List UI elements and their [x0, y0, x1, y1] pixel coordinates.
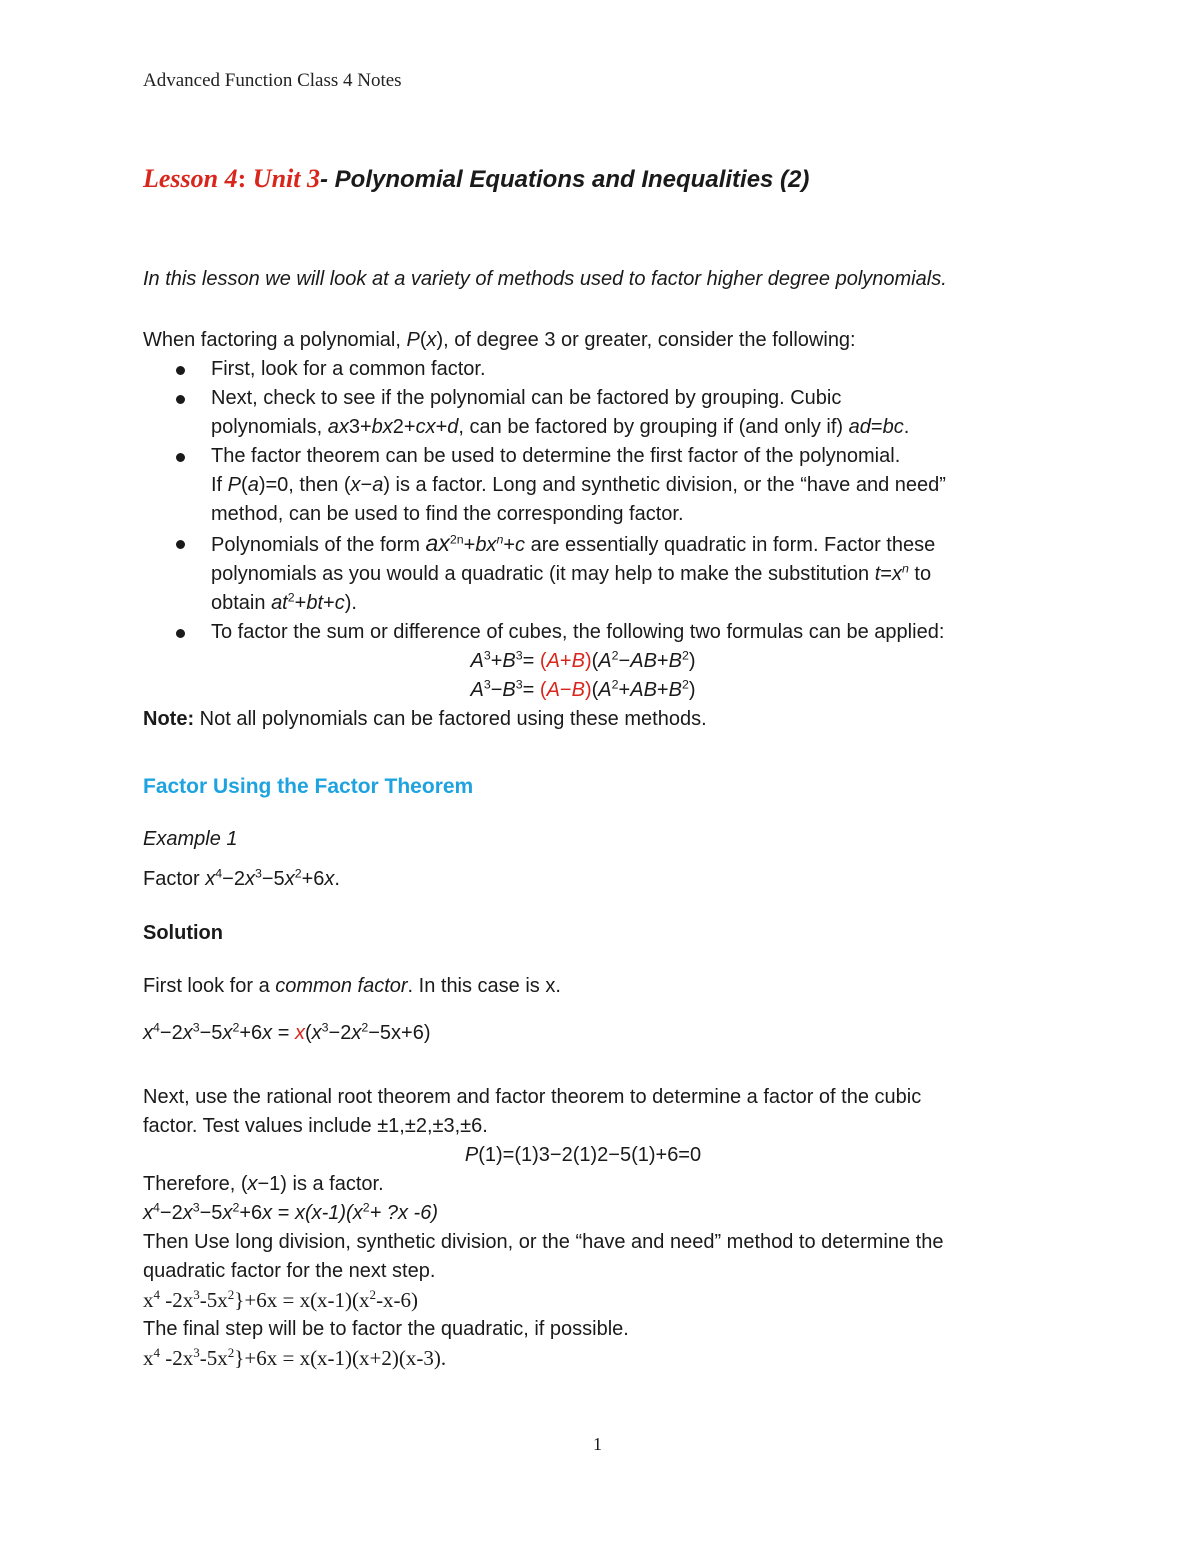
lesson-title-unit: Lesson 4: Unit 3 [143, 164, 320, 193]
equation-partial: $x^4-2x^3-5x^2+6x = x(x-1)(x^2+$ ?x -6) [143, 1200, 438, 1224]
equation-common-factor: $x^4-2x^3-5x^2+6x = x(x^3-2x^2-5x+6)$ [143, 1020, 431, 1044]
formula-sum-cubes: $A^3+B^3= (A+B)(A^2-AB+B^2)$ [470, 648, 696, 672]
example-label: Example 1 [143, 828, 238, 850]
final-step-text: The final step will be to factor the quadratic, if possible. [143, 1318, 629, 1340]
p1-evaluation: P(1)=(1)3−2(1)2−5(1)+6=0 [464, 1144, 702, 1166]
factoring-steps-list [143, 355, 1043, 647]
equation-final: $x^4$ $-2x^3-5x^2\}+6x = x(x-1)(x+2)(x-3)$. [143, 1345, 447, 1370]
list-item: To factor the sum or difference of cubes, the following two formulas can be applied: [211, 618, 1043, 647]
list-item: The factor theorem can be used to determine the first factor of the polynomial. If P(a)=0, then (x−a) is a factor. Long and synthetic division, or the “have and need” method, can be used to find the corresponding factor. [211, 442, 1043, 529]
note-text: Note: Not all polynomials can be factored using these methods. [143, 708, 707, 730]
solution-label: Solution [143, 922, 223, 944]
factoring-guide [143, 326, 1043, 734]
page-header: Advanced Function Class 4 Notes [143, 70, 402, 91]
equation-quadratic: $x^4$ $-2x^3-5x^2\}+6x = x(x-1)(x^2-x-6)$ [143, 1287, 419, 1312]
lesson-title-topic: - Polynomial Equations and Inequalities (2) [319, 166, 810, 193]
factor-prompt: Factor $x^4-2x^3-5x^2+6x$. [143, 866, 340, 890]
section-heading: Factor Using the Factor Theorem [143, 775, 474, 798]
list-item: First, look for a common factor. [211, 355, 1043, 384]
therefore-text: Therefore, (x−1) is a factor. [143, 1173, 384, 1195]
intro-text: In this lesson we will look at a variety of methods used to factor higher degree polynomials. [143, 268, 947, 290]
solution-steps [143, 1083, 1043, 1373]
page-number: 1 [593, 1434, 602, 1454]
formula-difference-cubes: $A^3-B^3= (A-B)(A^2+AB+B^2)$ [470, 677, 696, 701]
then-text: Then Use long division, synthetic division, or the “have and need” method to determine the quadratic factor for the next step. [143, 1231, 944, 1282]
list-item: Next, check to see if the polynomial can be factored by grouping. Cubic polynomials, ax3+bx2+cx+d, can be factored by grouping if (and only if) ad=bc. [211, 384, 1043, 442]
list-item: Polynomials of the form $ax^{2n}+bx^n+c$ are essentially quadratic in form. Factor these polynomials as you would a quadratic (it may help to make the substitution $t=x^n$ to obtain $at^2+bt+c$). [211, 529, 1043, 618]
lesson-title [143, 164, 809, 194]
when-factoring-text: When factoring a polynomial, P(x), of degree 3 or greater, consider the following: [143, 329, 856, 351]
common-factor-text: First look for a common factor. In this case is x. [143, 975, 561, 997]
rational-root-text: Next, use the rational root theorem and factor theorem to determine a factor of the cubic factor. Test values include ±1,±2,±3,±6. [143, 1086, 922, 1137]
